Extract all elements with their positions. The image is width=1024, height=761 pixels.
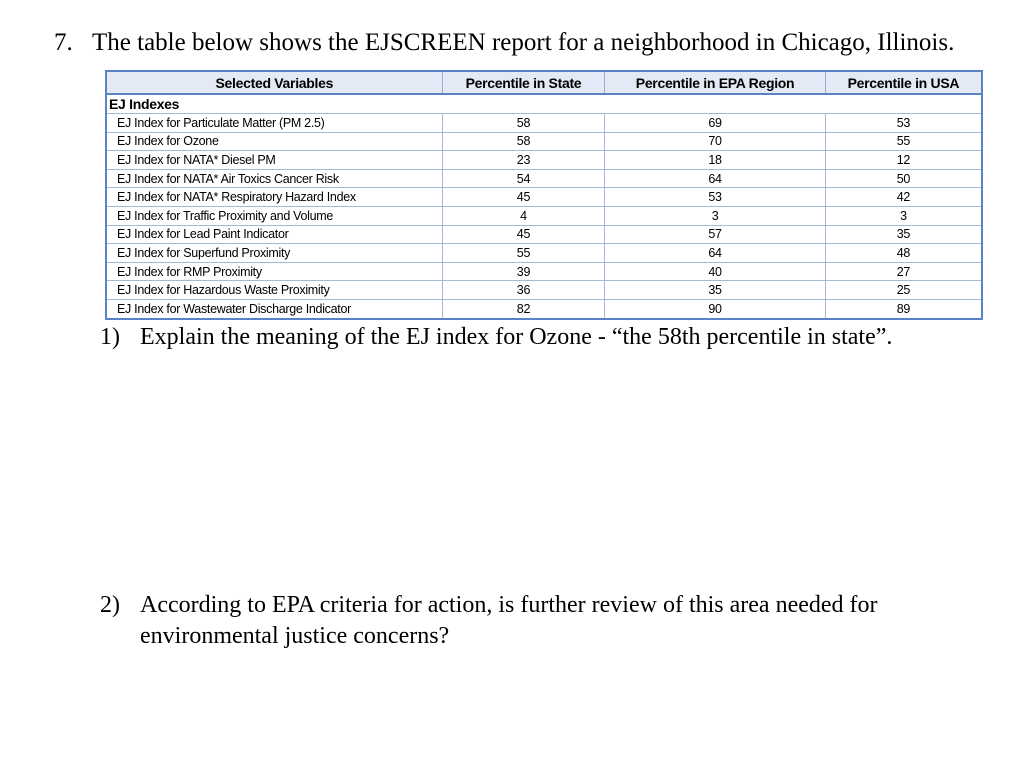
- cell-region: 70: [605, 132, 825, 151]
- cell-state: 55: [442, 244, 605, 263]
- table-row: [106, 132, 982, 151]
- table-row: [106, 281, 982, 300]
- cell-usa: 12: [825, 151, 982, 170]
- cell-state: 58: [442, 114, 605, 133]
- table-row: [106, 206, 982, 225]
- row-label: EJ Index for NATA* Air Toxics Cancer Risk: [106, 169, 442, 188]
- table-row: [106, 169, 982, 188]
- row-label: EJ Index for Ozone: [106, 132, 442, 151]
- header-percentile-epa-region: Percentile in EPA Region: [605, 71, 825, 94]
- subquestion-text: Explain the meaning of the EJ index for Ozone - “the 58th percentile in state”.: [140, 324, 893, 350]
- table-row: [106, 262, 982, 281]
- table-row: [106, 188, 982, 207]
- table-row: [106, 244, 982, 263]
- question-text: The table below shows the EJSCREEN report for a neighborhood in Chicago, Illinois.: [92, 29, 955, 56]
- cell-region: 3: [605, 206, 825, 225]
- row-label: EJ Index for Particulate Matter (PM 2.5): [106, 114, 442, 133]
- cell-region: 53: [605, 188, 825, 207]
- cell-state: 45: [442, 225, 605, 244]
- cell-usa: 35: [825, 225, 982, 244]
- cell-region: 40: [605, 262, 825, 281]
- cell-usa: 53: [825, 114, 982, 133]
- cell-state: 45: [442, 188, 605, 207]
- table-row: [106, 299, 982, 318]
- cell-state: 58: [442, 132, 605, 151]
- cell-region: 64: [605, 244, 825, 263]
- subquestion-number: 1): [100, 324, 120, 350]
- section-row: [106, 94, 982, 114]
- subquestion-number: 2): [100, 592, 120, 618]
- row-label: EJ Index for NATA* Respiratory Hazard Index: [106, 188, 442, 207]
- section-label: EJ Indexes: [106, 94, 982, 114]
- table-row: [106, 225, 982, 244]
- cell-state: 39: [442, 262, 605, 281]
- row-label: EJ Index for Hazardous Waste Proximity: [106, 281, 442, 300]
- table-row: [106, 114, 982, 133]
- row-label: EJ Index for Superfund Proximity: [106, 244, 442, 263]
- cell-usa: 50: [825, 169, 982, 188]
- row-label: EJ Index for Wastewater Discharge Indicator: [106, 299, 442, 318]
- subquestion-text: According to EPA criteria for action, is further review of this area needed for environmental justice concerns?: [140, 592, 878, 649]
- cell-state: 54: [442, 169, 605, 188]
- cell-region: 64: [605, 169, 825, 188]
- cell-region: 57: [605, 225, 825, 244]
- cell-state: 4: [442, 206, 605, 225]
- cell-region: 69: [605, 114, 825, 133]
- cell-usa: 42: [825, 188, 982, 207]
- header-percentile-usa: Percentile in USA: [825, 71, 982, 94]
- row-label: EJ Index for Lead Paint Indicator: [106, 225, 442, 244]
- table-row: [106, 151, 982, 170]
- table-header-row: [106, 71, 982, 94]
- cell-usa: 3: [825, 206, 982, 225]
- cell-usa: 27: [825, 262, 982, 281]
- cell-usa: 48: [825, 244, 982, 263]
- cell-usa: 55: [825, 132, 982, 151]
- cell-region: 35: [605, 281, 825, 300]
- row-label: EJ Index for RMP Proximity: [106, 262, 442, 281]
- header-selected-variables: Selected Variables: [106, 71, 442, 94]
- cell-region: 90: [605, 299, 825, 318]
- cell-region: 18: [605, 151, 825, 170]
- cell-state: 82: [442, 299, 605, 318]
- cell-state: 36: [442, 281, 605, 300]
- cell-state: 23: [442, 151, 605, 170]
- row-label: EJ Index for NATA* Diesel PM: [106, 151, 442, 170]
- header-percentile-state: Percentile in State: [442, 71, 605, 94]
- cell-usa: 25: [825, 281, 982, 300]
- cell-usa: 89: [825, 299, 982, 318]
- ejscreen-table: [105, 70, 983, 320]
- question-7: [54, 27, 954, 59]
- row-label: EJ Index for Traffic Proximity and Volume: [106, 206, 442, 225]
- question-number: 7.: [54, 29, 73, 56]
